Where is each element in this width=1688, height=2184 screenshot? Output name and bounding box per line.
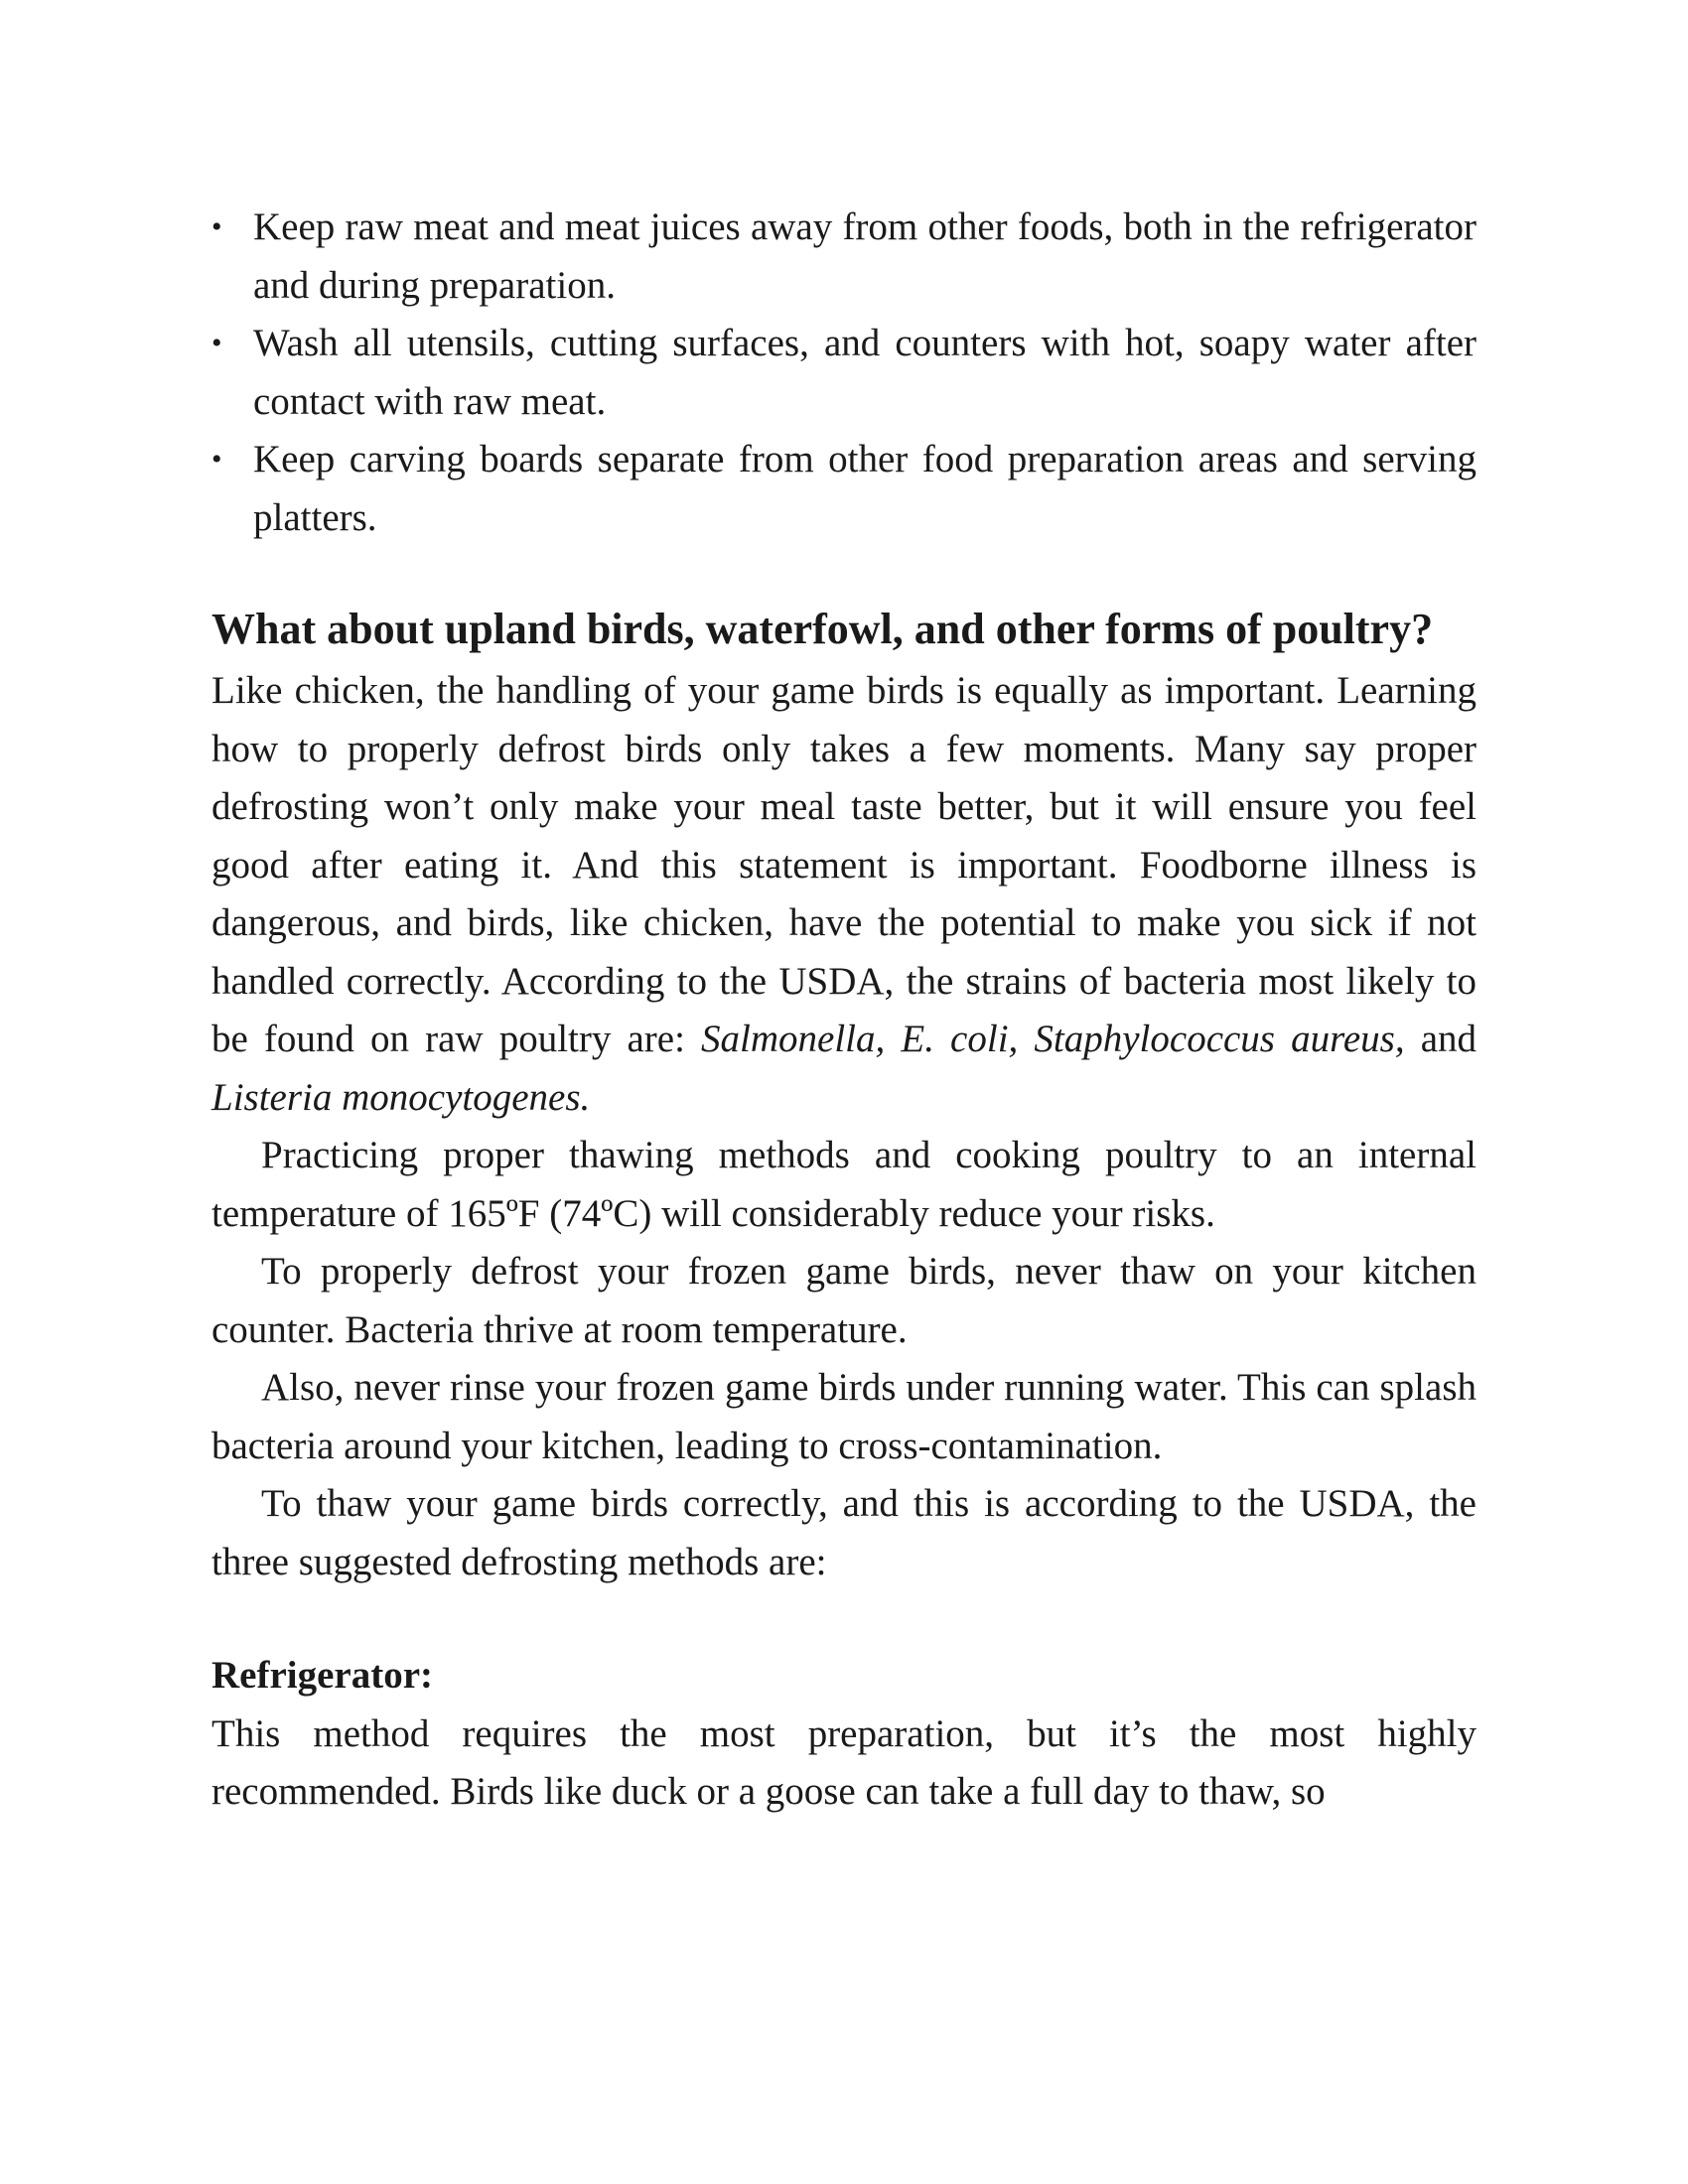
intro-joiner: and [1404,1018,1477,1060]
document-page [211,199,1477,1822]
section-heading: What about upland birds, waterfowl, and other forms of poultry? [211,605,1434,653]
bullet-text: Keep carving boards separate from other food preparation areas and serving platters. [253,438,1477,539]
bullet-text: Keep raw meat and meat juices away from other foods, both in the refrigerator and during preparation. [253,205,1477,307]
intro-paragraph [211,662,1477,1127]
body-paragraph-temperature: Practicing proper thawing methods and cooking poultry to an internal temperature of 165ºF (74ºC) will considerably reduce your risks. [211,1134,1477,1235]
bullet-dot-icon: • [211,443,222,476]
refrigerator-paragraph: This method requires the most preparation, but it’s the most highly recommended. Birds like duck or a goose can take a full day to thaw, so [211,1711,1477,1813]
bullet-item [211,199,1477,315]
bullet-item [211,315,1477,431]
bullet-dot-icon: • [211,210,222,243]
body-paragraph-counter: To properly defrost your frozen game birds, never thaw on your kitchen counter. Bacteria thrive at room temperature. [211,1250,1477,1351]
bullet-list [211,199,1477,547]
bullet-item [211,431,1477,547]
bullet-dot-icon: • [211,327,222,359]
bullet-text: Wash all utensils, cutting surfaces, and counters with hot, soapy water after contact with raw meat. [253,322,1477,423]
body-paragraph-methods: To thaw your game birds correctly, and this is according to the USDA, the three suggested defrosting methods are: [211,1482,1477,1583]
bacteria-list-italic: Salmonella, E. coli, Staphylococcus aureus, [701,1018,1405,1060]
body-paragraph-rinse: Also, never rinse your frozen game birds under running water. This can splash bacteria around your kitchen, leading to cross-contamination. [211,1366,1477,1467]
refrigerator-subheading: Refrigerator: [211,1654,434,1697]
intro-text: Like chicken, the handling of your game birds is equally as important. Learning how to properly defrost birds only takes a few moments. Many say proper defrosting won’t only make your meal taste better, but it will ensure you feel good after eating it. And this statement is important. Foodborne illness is dangerous, and birds, like chicken, have the potential to make you sick if not handled correctly. According to the USDA, the strains of bacteria most likely to be found on raw poultry are: [211,669,1477,1060]
bacteria-last-italic: Listeria monocytogenes. [211,1075,591,1119]
